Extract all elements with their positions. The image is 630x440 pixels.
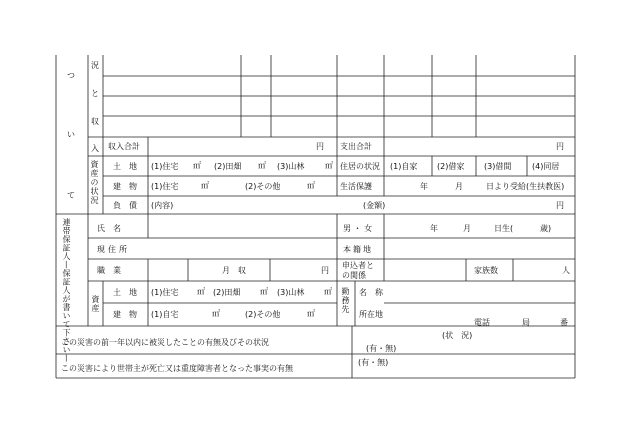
- guarantor-building-house-unit: ㎡: [212, 309, 220, 318]
- side-char-3: て: [67, 191, 75, 200]
- expense-total-unit: 円: [556, 142, 564, 151]
- guarantor-land-label: 土 地: [113, 288, 137, 297]
- income-total-label: 収入合計: [108, 142, 140, 151]
- guarantor-land-forest: (3)山林: [277, 288, 305, 297]
- guarantor-workplace-label: 勤務先: [341, 287, 350, 314]
- guarantor-land-house-unit: ㎡: [197, 287, 205, 296]
- guarantor-building-other-unit: ㎡: [307, 309, 315, 318]
- building-other-unit: ㎡: [307, 181, 315, 190]
- disaster-q1-status: (状 況): [442, 331, 473, 340]
- guarantor-phone-label: 電話: [474, 318, 490, 327]
- guarantor-dob-birth: 日生(: [494, 224, 514, 233]
- welfare-label: 生活保護: [340, 182, 372, 191]
- debt-amount-label: (金額): [363, 201, 386, 210]
- guarantor-building-house: (1)自宅: [151, 310, 179, 319]
- housing-label: 住居の状況: [340, 162, 380, 171]
- income-total-unit: 円: [316, 142, 324, 151]
- guarantor-income-month: 月 収: [222, 266, 246, 275]
- guarantor-building-other: (2)その他: [245, 310, 281, 319]
- income-label-char-4: 入: [91, 144, 99, 153]
- guarantor-family-label: 家族数: [474, 266, 498, 275]
- housing-opt-own: (1)自家: [390, 162, 418, 171]
- land-field-label: (2)田畑: [214, 162, 242, 171]
- guarantor-land-forest-unit: ㎡: [324, 287, 332, 296]
- income-label-char-3: 収: [91, 117, 99, 126]
- debt-label: 負 債: [113, 201, 137, 210]
- guarantor-name-label: 氏 名: [97, 224, 121, 233]
- guarantor-workplace-name-label: 名 称: [359, 288, 383, 297]
- guarantor-job-label: 職 業: [97, 266, 121, 275]
- land-field-unit: ㎡: [258, 161, 266, 170]
- building-house-label: (1)住宅: [151, 182, 179, 191]
- guarantor-land-house: (1)住宅: [151, 288, 179, 297]
- income-label-char-2: と: [91, 89, 99, 98]
- assets-label: 資産の状況: [90, 160, 99, 205]
- guarantor-honseki-label: 本籍地: [343, 245, 373, 254]
- guarantor-relation-label-1: 申込者と: [342, 261, 374, 270]
- side-char-2: い: [67, 130, 75, 139]
- housing-opt-cohabit: (4)同居: [532, 162, 560, 171]
- guarantor-phone-number: 番: [560, 318, 568, 327]
- guarantor-workplace-address-label: 所在地: [359, 310, 383, 319]
- guarantor-dob-year: 年: [430, 224, 438, 233]
- housing-opt-rent: (2)借家: [437, 162, 465, 171]
- guarantor-dob-age: 歳): [540, 224, 552, 233]
- welfare-month: 月: [455, 182, 463, 191]
- debt-content-label: (内容): [151, 201, 174, 210]
- expense-total-label: 支出合計: [340, 142, 372, 151]
- land-forest-label: (3)山林: [277, 162, 305, 171]
- debt-unit: 円: [556, 201, 564, 210]
- guarantor-land-field: (2)田畑: [213, 288, 241, 297]
- guarantor-sex: 男 ・ 女: [343, 224, 373, 233]
- land-house-label: (1)住宅: [151, 162, 179, 171]
- land-house-unit: ㎡: [193, 161, 201, 170]
- guarantor-building-label: 建 物: [113, 310, 137, 319]
- land-forest-unit: ㎡: [325, 161, 333, 170]
- guarantor-family-unit: 人: [562, 266, 570, 275]
- guarantor-phone-office: 局: [522, 318, 530, 327]
- land-label: 土 地: [113, 162, 137, 171]
- guarantor-relation-label-2: の関係: [342, 271, 366, 280]
- building-label: 建 物: [113, 182, 137, 191]
- disaster-q2: この災害により世帯主が死亡又は重度障害者となった事実の有無: [61, 364, 293, 373]
- building-house-unit: ㎡: [201, 181, 209, 190]
- side-char-1: つ: [67, 71, 75, 80]
- welfare-year: 年: [420, 182, 428, 191]
- building-other-label: (2)その他: [245, 182, 281, 191]
- guarantor-income-unit: 円: [321, 266, 329, 275]
- welfare-text: 日より受給(生扶教医): [486, 182, 565, 191]
- guarantor-side-label: 連帯保証人—保証人が書いて下さい—: [62, 218, 71, 363]
- guarantor-address-label: 現住所: [97, 245, 130, 254]
- disaster-q1-choice: (有・無): [366, 344, 397, 353]
- disaster-q1: この災害の前一年以内に被災したことの有無及びその状況: [61, 338, 269, 347]
- housing-opt-room: (3)借間: [484, 162, 512, 171]
- guarantor-land-field-unit: ㎡: [260, 287, 268, 296]
- disaster-q2-choice: (有・無): [358, 358, 389, 367]
- income-label-char-1: 況: [91, 61, 99, 70]
- guarantor-assets-label: 資産: [91, 295, 100, 313]
- guarantor-dob-month: 月: [463, 224, 471, 233]
